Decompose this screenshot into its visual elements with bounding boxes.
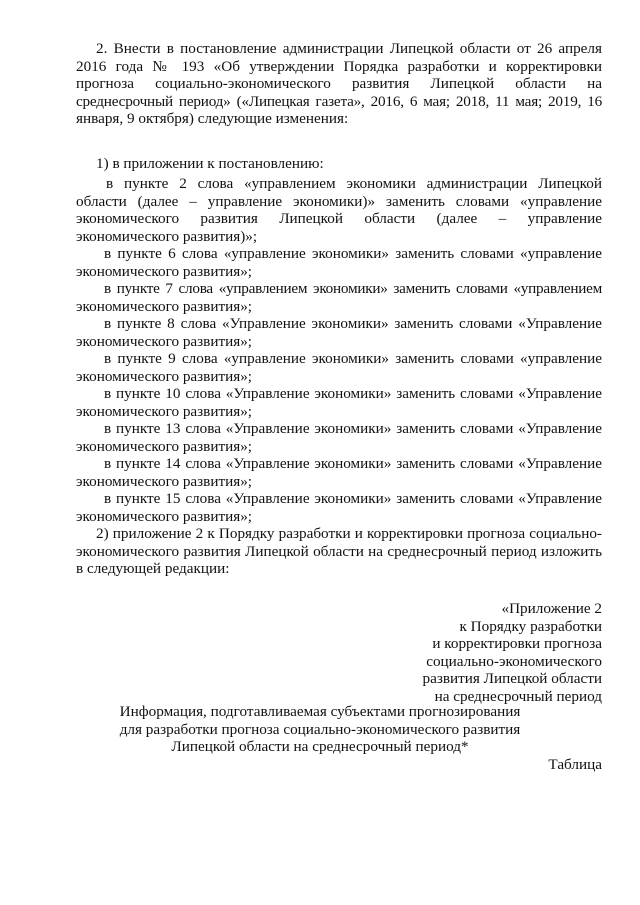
- text-line: 2) приложение 2 к Порядку разработки и корректировки прогноза социально-: [96, 525, 602, 542]
- text-line: экономического развития»;: [76, 437, 253, 455]
- text-line: прогноза социально-экономического развития Липецкой области на: [76, 75, 602, 92]
- text-line: развития Липецкой области: [422, 670, 602, 687]
- text-line: в пункте 2 слова «управлением экономики администрации Липецкой: [106, 175, 602, 192]
- point-2-paragraph: [76, 175, 602, 245]
- text-line: экономического развития Липецкой области (далее – управление: [76, 210, 602, 227]
- text-line: 2016 года № 193 «Об утверждении Порядка разработки и корректировки: [76, 57, 602, 75]
- text-line: экономического развития Липецкой области на среднесрочный период изложить: [76, 542, 602, 560]
- text-line: для разработки прогноза социально-экономического развития: [119, 720, 521, 738]
- text-line: 2. Внести в постановление администрации Липецкой области от 26 апреля: [96, 40, 602, 57]
- text-line: «Приложение 2: [501, 600, 602, 617]
- text-line: на среднесрочный период: [434, 687, 602, 705]
- appendix-header: [423, 600, 603, 705]
- text-line: области (далее – управление экономики)» заменить словами «управление: [76, 192, 602, 210]
- item-2-paragraph: [76, 40, 602, 128]
- text-line: экономического развития»;: [76, 402, 253, 420]
- point-15-paragraph: [76, 490, 602, 525]
- text-line: Информация, подготавливаемая субъектами прогнозирования: [119, 703, 521, 720]
- point-8-paragraph: [76, 315, 602, 350]
- text-line: экономического развития»;: [76, 297, 253, 315]
- point-7-paragraph: [76, 280, 602, 315]
- point-13-paragraph: [76, 420, 602, 455]
- text-line: в пункте 7 слова «управлением экономики» заменить словами «управлением: [104, 280, 602, 297]
- point-10-paragraph: [76, 385, 602, 420]
- text-line: экономического развития»;: [76, 332, 253, 350]
- text-line: и корректировки прогноза: [432, 635, 602, 652]
- text-line: экономического развития)»;: [76, 227, 258, 245]
- text-line: экономического развития»;: [76, 472, 253, 490]
- point-9-paragraph: [76, 350, 602, 385]
- text-line: экономического развития»;: [76, 262, 253, 280]
- table-label: [548, 756, 602, 774]
- text-line: в пункте 13 слова «Управление экономики» заменить словами «Управление: [104, 420, 602, 437]
- text-line: января, 9 октября) следующие изменения:: [76, 110, 349, 127]
- point-14-paragraph: [76, 455, 602, 490]
- text-line: в пункте 9 слова «управление экономики» заменить словами «управление: [104, 350, 602, 367]
- table-label-text: Таблица: [548, 756, 602, 773]
- text-line: Липецкой области на среднесрочный период*: [171, 738, 469, 755]
- text-line: в пункте 10 слова «Управление экономики» заменить словами «Управление: [104, 385, 602, 402]
- text-line: к Порядку разработки: [459, 617, 602, 635]
- text-line: в пункте 6 слова «управление экономики» заменить словами «управление: [104, 245, 602, 262]
- subitem-2-paragraph: [76, 525, 602, 578]
- subitem-heading: 1) в приложении к постановлению:: [96, 155, 324, 172]
- subitem-1: [76, 155, 602, 173]
- text-line: экономического развития»;: [76, 507, 253, 525]
- text-line: экономического развития»;: [76, 367, 253, 385]
- text-line: в следующей редакции:: [76, 560, 230, 577]
- text-line: в пункте 8 слова «Управление экономики» заменить словами «Управление: [104, 315, 602, 332]
- text-line: социально-экономического: [426, 652, 602, 670]
- info-title: [60, 703, 580, 756]
- point-6-paragraph: [76, 245, 602, 280]
- text-line: в пункте 14 слова «Управление экономики» заменить словами «Управление: [104, 455, 602, 472]
- text-line: среднесрочный период» («Липецкая газета», 2016, 6 мая; 2018, 11 мая; 2019, 16: [76, 92, 602, 110]
- text-line: в пункте 15 слова «Управление экономики» заменить словами «Управление: [104, 490, 602, 507]
